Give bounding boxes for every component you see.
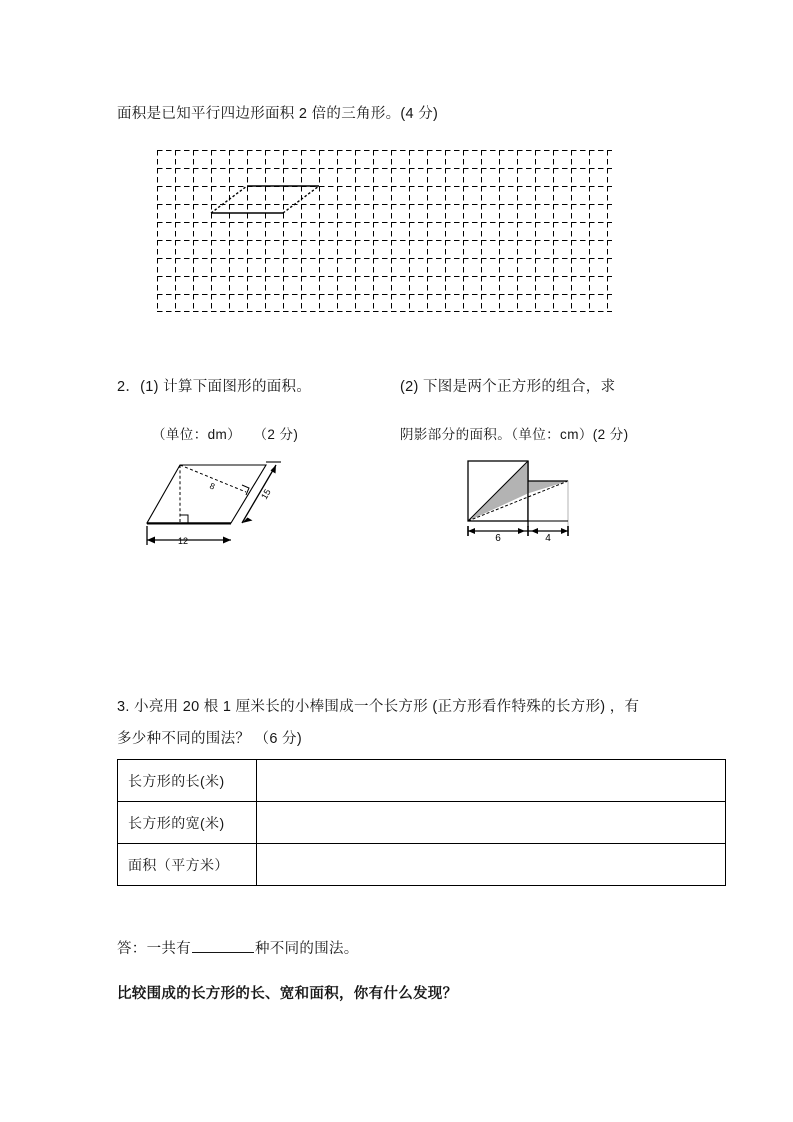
part1-points: （2 分) [253,427,299,442]
question-2-part1-unit-note [152,423,298,443]
question-2-part2-unit-note [400,423,629,443]
table-row-value-length[interactable] [257,760,726,802]
part2-text-line2: 阴影部分的面积。（单位：cm） [400,427,593,442]
answer-fill-in-line [117,938,359,961]
figure2-small-square-label: 4 [545,533,551,544]
question-3-line-2: 多少种不同的围法？ （6 分) [117,731,302,747]
figure2-big-square-label: 6 [495,533,501,544]
answer-blank-input[interactable] [192,938,254,953]
answer-suffix: 种不同的围法。 [255,940,359,957]
question-2-number: 2． [117,379,141,395]
figure-parallelogram-with-heights [143,452,313,552]
table-row-value-width[interactable] [257,802,726,844]
reflection-question: 比较围成的长方形的长、宽和面积，你有什么发现？ [117,986,458,1002]
question-2-part2-text-line1: 下图是两个正方形的组合，求 [422,379,616,395]
answer-prefix: 答：一共有 [117,940,191,957]
figure1-slant-height-label: 8 [208,480,217,492]
table-row [118,802,726,844]
table-row-label-length: 长方形的长(米) [118,760,257,802]
figure-two-squares-shaded [462,455,622,550]
table-row-label-area: 面积（平方米） [118,844,257,886]
rectangle-enumeration-table [117,759,726,886]
part1-unit-label: （单位：dm） [152,427,242,442]
part2-points: (2 分) [592,427,629,442]
question-3-line-1: 3. 小亮用 20 根 1 厘米长的小棒围成一个长方形 (正方形看作特殊的长方形) ，有 [117,699,640,715]
question-1-prompt: 面积是已知平行四边形面积 2 倍的三角形。(4 分) [117,106,439,122]
graph-paper-grid [157,150,612,312]
question-2-part2-prompt-line1 [400,377,615,399]
table-row-label-width: 长方形的宽(米) [118,802,257,844]
question-2-part2-label: (2) [400,379,419,395]
question-2-part1-label: (1) [140,379,159,395]
figure1-side-label: 15 [259,487,273,501]
question-2-part1-prompt [117,377,311,399]
table-row-value-area[interactable] [257,844,726,886]
table-row [118,844,726,886]
question-2-part1-text: 计算下面图形的面积。 [163,379,312,395]
table-row [118,760,726,802]
figure1-base-label: 12 [177,536,189,546]
